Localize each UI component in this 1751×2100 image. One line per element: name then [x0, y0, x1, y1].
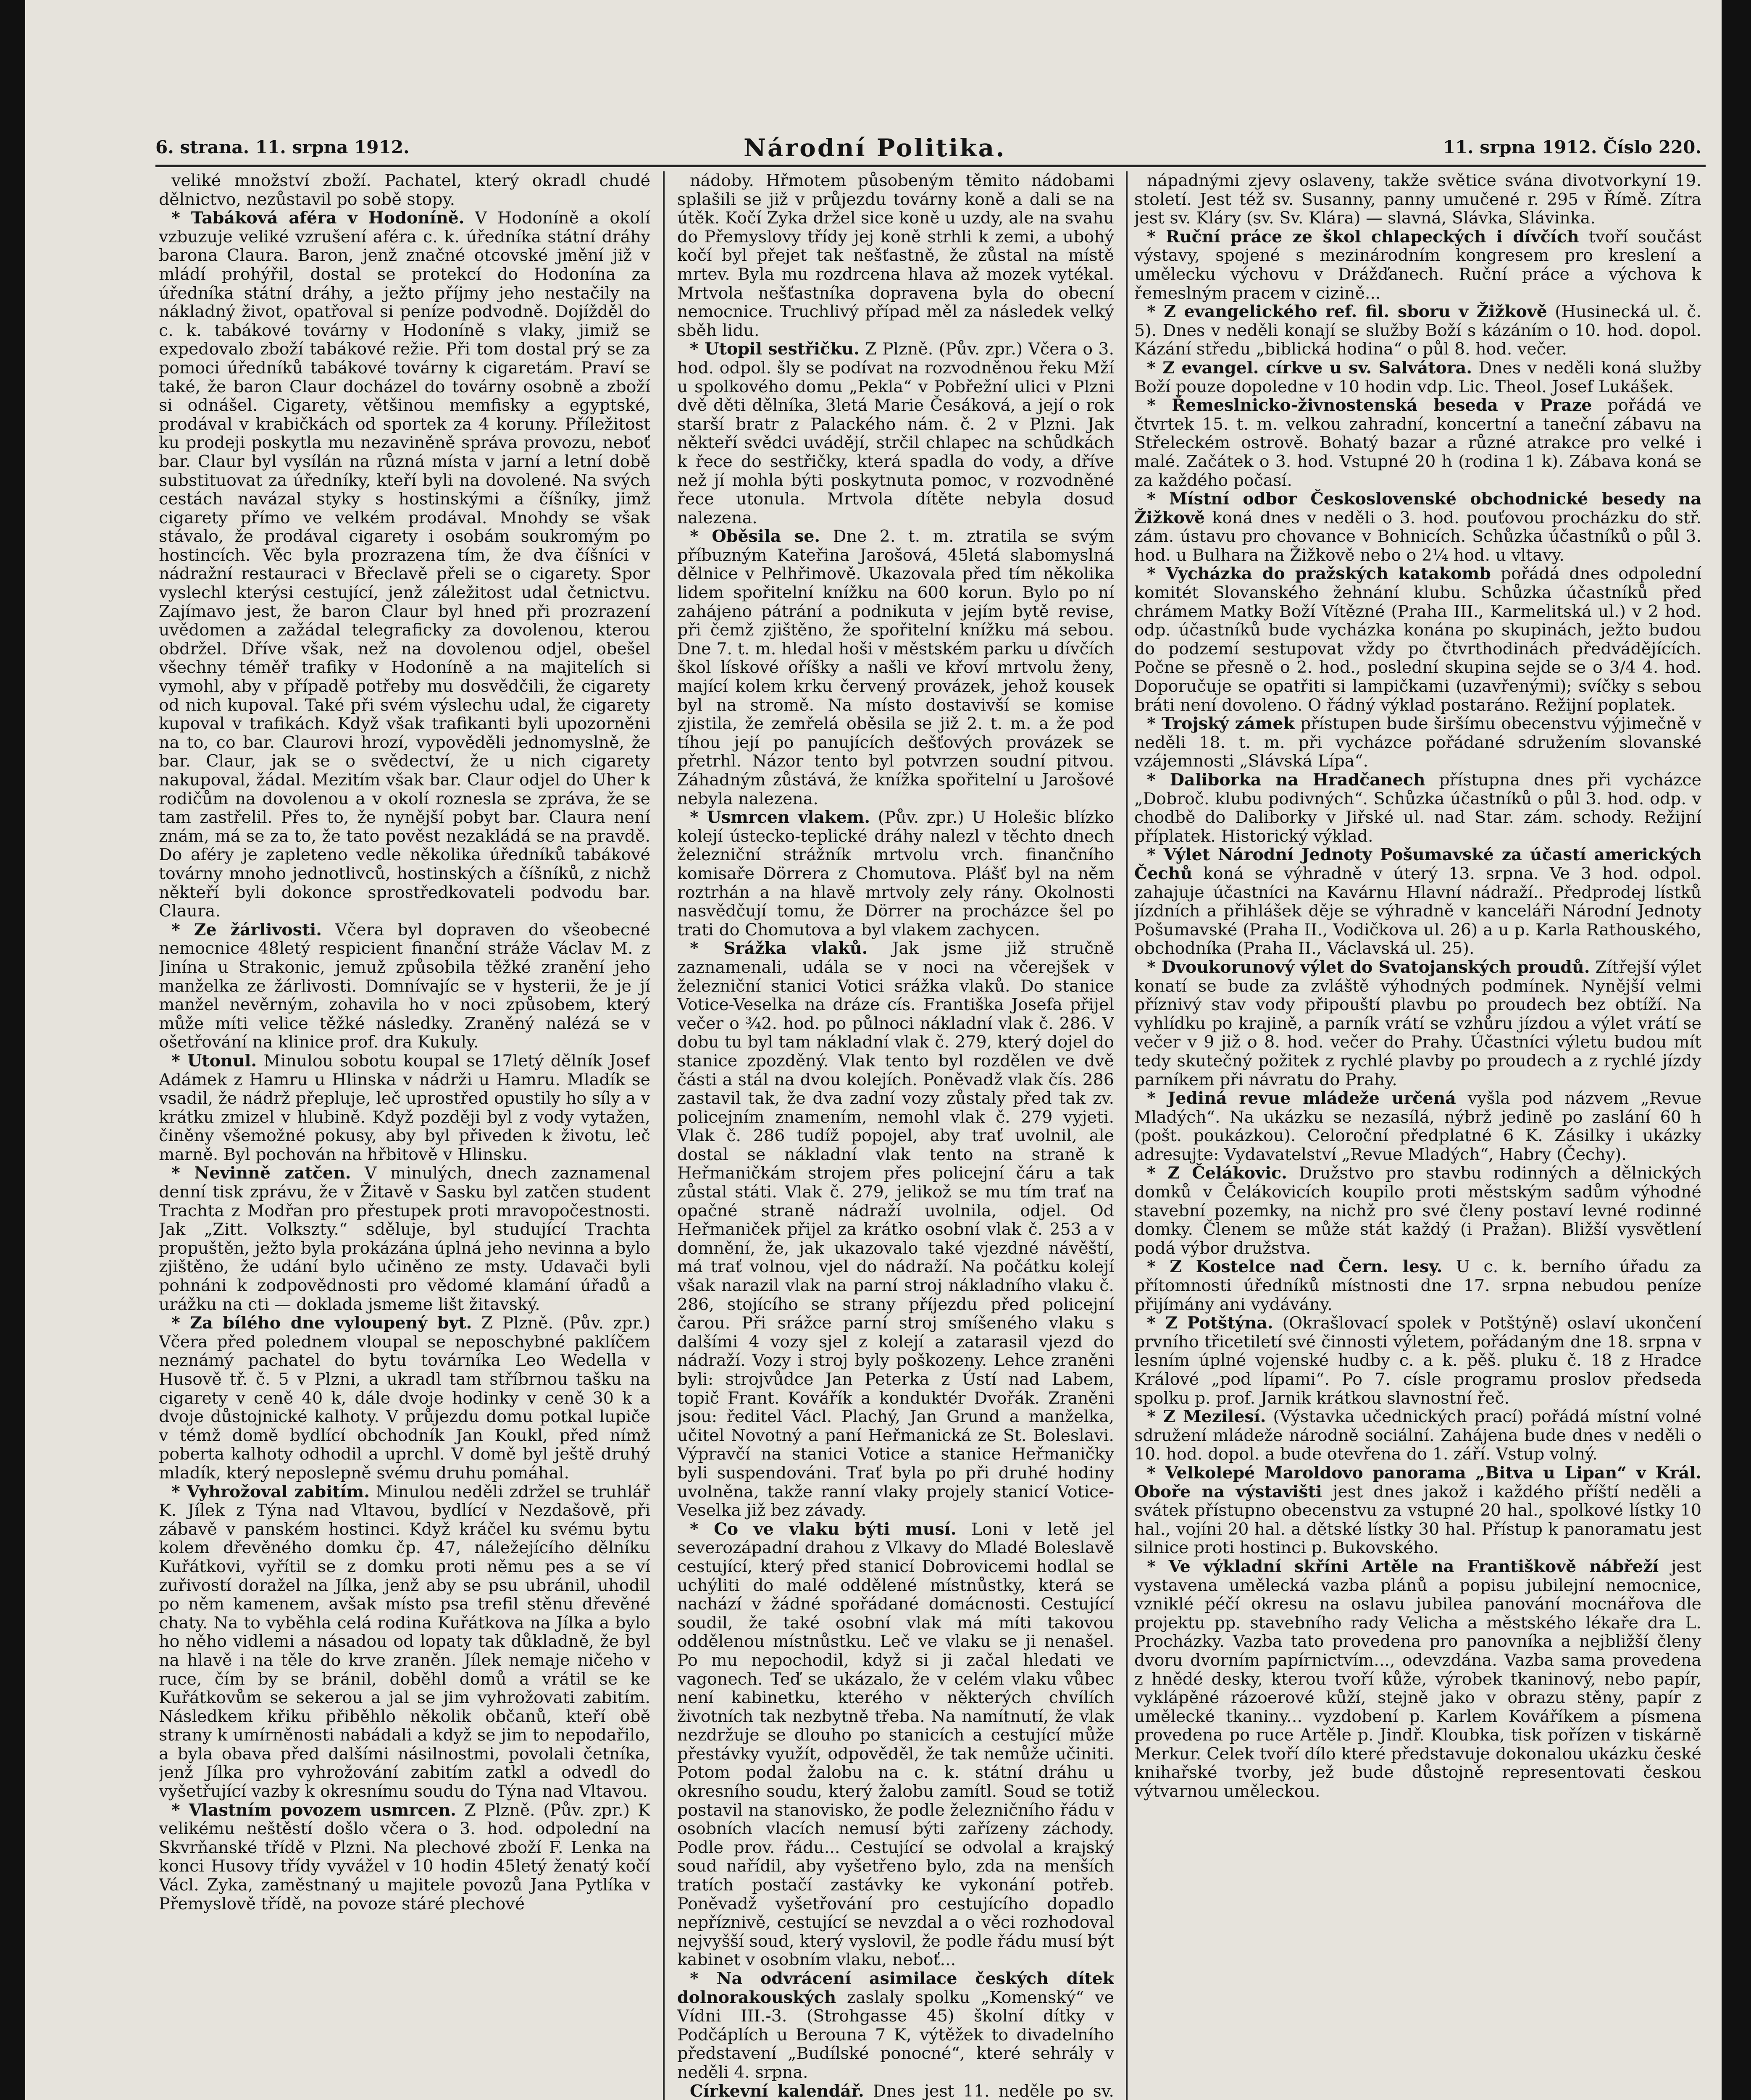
- article-paragraph: [1134, 564, 1701, 714]
- article-body: koná dnes v neděli o 3. hod. pouťovou procházku do stř. zám. ústavu pro chovance v Bohnicích. Schůzka účastníků o půl 3. hod. u Bulhara na Žižkově nebo o 2¼ hod. u vltavy.: [1134, 508, 1701, 565]
- article-headline: * Z evangelického ref. fil. sboru v Žižkově: [1147, 302, 1547, 322]
- article-body: jest vystavena umělecká vazba plánů a popisu jubilejní nemocnice, vzniklé péčí okresu na oslavu jubilea panování mocnářova dle projektu pp. stavebního rady Velicha a městského lékaře dra L. Procházky. Vazba tato provedena pro panovníka a nejbližší členy dvoru dvorním papírnictvím..., odevzdána. Vazba sama provedena z hnědé desky, kterou tvoří kůže, výrobek tkaninový, nebo papír, vyklápěné rázoerové kůží, stejně jako v obrazu stěny, papír z umělecké tkaniny... vyzdobení p. Karlem Kováříkem a písmena provedena po ruce Artěle p. Jindř. Kloubka, tisk pořízen v tiskárně Merkur. Celek tvoří dílo které představuje dokonalou ukázku české knihařské tvorby, jež bude důstojně representovati českou výtvarnou uměleckou.: [1134, 1557, 1701, 1801]
- article-body: (Husinecká ul. č. 5). Dnes v neděli konají se služby Boží s kázáním o 10. hod. dopol. Kázání středu „biblická hodina“ o půl 8. hod. večer.: [1134, 302, 1701, 359]
- article-paragraph: [159, 921, 650, 1052]
- article-body: Jak jsme již stručně zaznamenali, udála se v noci na včerejšek v železniční stanici Votici srážka vlaků. Do stanice Votice-Veselka na dráze cís. Františka Josefa přijel večer o ¾2. hod. po půlnoci nákladní vlak č. 286. V dobu tu byl tam nákladní vlak č. 279, který dojel do stanice zpozděný. Vlak tento byl rozdělen ve dvě části a stál na dvou kolejích. Poněvadž vlak čís. 286 zastavil tak, že dva zadní vozy zůstaly před tak zv. policejním znamením, nemohl vlak č. 279 vyjeti. Vlak č. 286 tudíž popojel, aby trať uvolnil, ale dostal se nákladní vlak tento na straně k Heřmaničkám strojem přes policejní čáru a tak zůstal státi. Vlak č. 279, jelikož se mu tím trať na opačné straně nádraží uvolnila, odjel. Od Heřmaniček přijel za krátko osobní vlak č. 253 a v domnění, že, jak ukazovalo také vjezdné návěští, má trať volnou, vjel do nádraží. Na počátku kolejí však narazil vlak na parní stroj nákladního vlaku č. 286, stojícího se strany příjezdu před policejní čarou. Při srážce parní stroj smíšeného vlaku s dalšími 4 vozy sjel z kolejí a zatarasil vjezd do nádraží. Vozy i stroj byly poškozeny. Lehce zraněni byli: strojvůdce Jan Peterka z Ústí nad Labem, topič Frant. Kovářík a konduktér Dvořák. Zraněni jsou: ředitel Václ. Plachý, Jan Grund a manželka, učitel Novotný a paní Heřmanická ze St. Boleslavi. Výpravčí na stanici Votice a stanice Heřmaničky byli suspendováni. Trať byla po při druhé hodiny uvolněna, takže ranní vlaky projely stanicí Votice-Veselka již bez závady.: [677, 939, 1114, 1520]
- article-paragraph: [159, 1052, 650, 1164]
- scan-edge-right: [1722, 0, 1751, 2100]
- article-headline: * Z Kostelce nad Čern. lesy.: [1147, 1257, 1443, 1277]
- article-paragraph: [159, 1483, 650, 1801]
- article-paragraph: [1134, 845, 1701, 958]
- article-headline: * Utopil sestřičku.: [690, 339, 860, 359]
- article-body: veliké množství zboží. Pachatel, který okradl chudé dělnictvo, nezůstavil po sobě stopy.: [159, 171, 650, 209]
- article-body: Z Plzně. (Pův. zpr.) Včera o 3. hod. odpol. šly se podívat na rozvodněnou řeku Mží u spolkového domu „Pekla“ v Pobřežní ulici v Plzni dvě děti dělníka, 3letá Marie Česáková, a její o rok starší bratr z Palackého nám. č. 2 v Plzni. Jak někteří svědci uvádějí, strčil chlapec na schůdkách k řece do sestřičky, která spadla do vody, a dříve než jí mohla býti poskytnuta pomoc, v rozvodněné řece utonula. Mrtvola dítěte nebyla dosud nalezena.: [677, 339, 1114, 528]
- article-body: přístupen bude širšímu obecenstvu výjimečně v neděli 18. t. m. při vycházce pořádané sdružením slovanské vzájemnosti „Slávská Lípa“.: [1134, 714, 1701, 771]
- article-headline: * Utonul.: [171, 1051, 257, 1071]
- article-paragraph: [677, 939, 1114, 1520]
- article-body: přístupna dnes při vycházce „Dobroč. klubu podivných“. Schůzka účastníků o půl 3. hod. odp. v chodbě do Daliborky v Jiřské ul. nad Star. zám. schody. Režijní příplatek. Historický výklad.: [1134, 770, 1701, 846]
- article-body: zaslaly spolku „Komenský“ ve Vídni III.-3. (Strohgasse 45) školní dítky v Podčáplích u Berouna 7 K, výtěžek to divadelního představení „Budílské ponocné“, které sehrály v neděli 4. srpna.: [677, 1987, 1114, 2082]
- article-headline: * Daliborka na Hradčanech: [1147, 770, 1425, 790]
- column-divider: [1126, 171, 1128, 2100]
- article-body: Dnes v neděli koná služby Boží pouze dopoledne v 10 hodin vdp. Lic. Theol. Josef Lukášek.: [1134, 358, 1701, 396]
- article-headline: * Z Čelákovic.: [1147, 1163, 1287, 1183]
- article-paragraph: [1134, 171, 1701, 228]
- article-paragraph: [159, 1314, 650, 1482]
- article-paragraph: [1134, 1557, 1701, 1801]
- article-paragraph: [1134, 490, 1701, 564]
- article-paragraph: [677, 1969, 1114, 2082]
- article-headline: * Jediná revue mládeže určená: [1147, 1089, 1456, 1108]
- article-paragraph: [677, 527, 1114, 808]
- article-paragraph: [677, 340, 1114, 527]
- article-headline: * Na odvrácení asimilace českých dítek dolnorakouských: [677, 1969, 1114, 2007]
- article-body: Dne 2. t. m. ztratila se svým příbuzným Kateřina Jarošová, 45letá slabomyslná dělnice v Pelhřimově. Ukazovala před tím několika lidem spořitelní knížku na 600 korun. Bylo po ní zahájeno pátrání a podnikuta v jejím bytě revise, při čemž zjištěno, že spořitelní knížku má sebou. Dne 7. t. m. hledal hoši v městském parku u dívčích škol lískové oříšky a našli ve křoví mrtvolu ženy, mající kolem krku červený provázek, jehož kousek byl na stromě. Na místo dostavivší se komise zjistila, že zemřelá oběsila se již 2. t. m. a že pod tíhou její po panujících dešťových provázek se přetrhl. Názor tento byl potvrzen soudní pitvou. Záhadným zůstává, že knížka spořitelní u Jarošové nebyla nalezena.: [677, 527, 1114, 808]
- article-body: nádoby. Hřmotem působeným těmito nádobami splašili se již v průjezdu továrny koně a dali se na útěk. Kočí Zyka držel sice koně u uzdy, ale na svahu do Přemyslovy třídy jej koně strhli k zemi, a ubohý kočí byl přejet tak nešťastně, že zůstal na místě mrtev. Byla mu rozdrcena hlava až mozek vytékal. Mrtvola nešťastníka dopravena byla do obecní nemocnice. Truchlivý případ měl za následek velký sběh lidu.: [677, 171, 1114, 340]
- article-body: jest dnes jakož i každého příští neděli a svátek přístupno obecenstvu za vstupné 20 hal., spolkové lístky 10 hal., vojíni 20 hal. a dětské lístky 30 hal. Přístup k panoramatu jest silnice proti hostinci p. Bukovského.: [1134, 1482, 1701, 1558]
- article-headline: * Co ve vlaku býti musí.: [690, 1519, 957, 1539]
- article-body: (Výstavka učednických prací) pořádá místní volné sdružení mládeže národně sociální. Zahájena bude dnes v neděli o 10. hod. dopol. a bude otevřena do 1. září. Vstup volný.: [1134, 1407, 1701, 1464]
- header-issue-number: 11. srpna 1912. Číslo 220.: [1443, 137, 1701, 158]
- article-headline: * Ze žárlivosti.: [171, 920, 322, 940]
- article-paragraph: [1134, 714, 1701, 771]
- article-paragraph: [1134, 359, 1701, 396]
- article-column-2: [677, 171, 1114, 2100]
- article-body: Z Plzně. (Pův. zpr.) Včera před polednem vloupal se neposchybné paklíčem neznámý pachatel do bytu továrníka Leo Wedella v Husově tř. č. 5 v Plzni, a ukradl tam stříbrnou tašku na cigarety v ceně 40 k, dále dvoje hodinky v ceně 30 k a dvoje důstojnické kalhoty. V průjezdu domu potkal lupiče v témž domě bydlící obchodník Jan Koukl, před nímž poberta kalhoty odhodil a uprchl. V domě byl ještě druhý mladík, který neposlepně svému druhu pomáhal.: [159, 1313, 650, 1483]
- article-headline: * Oběsila se.: [690, 527, 820, 546]
- article-headline: * Tabáková aféra v Hodoníně.: [171, 208, 465, 228]
- article-paragraph: [1134, 1407, 1701, 1464]
- article-headline: * Velkolepé Maroldovo panorama „Bitva u Lipan“ v Král. Oboře na výstavišti: [1134, 1463, 1701, 1502]
- article-headline: * Trojský zámek: [1147, 714, 1295, 734]
- page-header: [155, 134, 1701, 163]
- article-paragraph: [677, 1520, 1114, 1969]
- article-headline: * Za bílého dne vyloupený byt.: [171, 1313, 472, 1333]
- article-paragraph: [159, 171, 650, 209]
- article-headline: * Srážka vlaků.: [690, 939, 868, 958]
- article-body: (Okrašlovací spolek v Potštýně) oslaví ukončení prvního třicetiletí své činnosti výletem, pořádaným dne 18. srpna v lesním úplné vojenské hudby c. a k. pěš. pluku č. 18 z Hradce Králové „pod lípami“. Po 7. císle programu proslov předseda spolku p. prof. Jarnik krátkou slavnostní řeč.: [1134, 1313, 1701, 1408]
- article-paragraph: [1134, 1257, 1701, 1314]
- article-body: Včera byl dopraven do všeobecné nemocnice 48letý respicient finanční stráže Václav M. z Jinína u Strakonic, jemuž způsobila těžké zranění jeho manželka ze žárlivosti. Domnívajíc se v hysterii, že je jí manžel nevěrným, zohavila ho v noci způsobem, který může míti velice těžké následky. Zraněný nalézá se v ošetřování na klinice prof. dra Kukuly.: [159, 920, 650, 1052]
- column-divider: [663, 171, 665, 2100]
- article-headline: * Výlet Národní Jednoty Pošumavské za účastí amerických Čechů: [1134, 845, 1701, 883]
- article-body: Loni v letě jel severozápadní drahou z Vlkavy do Mladé Boleslavě cestující, který před stanicí Dobrovicemi hodlal se uchýliti do malé oddělené místnůstky, která se nachází v žádné spořádané domácnosti. Cestující soudil, že také osobní vlak má míti takovou oddělenou místnůstku. Leč ve vlaku se ji nenašel. Po mu nepochodil, když si ji začal hledati ve vagonech. Teď se ukázalo, že v celém vlaku vůbec není kabinetku, kterého v některých chvílích životních tak nezbytně třeba. Na namítnutí, že vlak nezdržuje se dlouho po stanicích a cestující může přestávky využít, odpověděl, že tak nemůže učiniti. Potom podal žalobu na c. k. státní dráhu u okresního soudu, který žalobu zamítl. Soud se totiž postavil na stanovisko, že podle železničního řádu v osobních vlacích nemusí býti zařízeny záchody. Podle prov. řádu... Cestující se odvolal a krajský soud nařídil, aby vyšetřeno bylo, zda na menších tratích postačí zastávky ke vykonání potřeb. Poněvadž vyšetřování pro cestujícího dopadlo nepříznivě, cestující se nevzdal a o věci rozhodoval nejvyšší soud, který vyslovil, že podle řádu musí být kabinet v osobním vlaku, neboť...: [677, 1519, 1114, 1970]
- article-paragraph: [1134, 302, 1701, 359]
- article-paragraph: [1134, 1089, 1701, 1164]
- article-paragraph: [1134, 1464, 1701, 1557]
- article-body: nápadnými zjevy oslaveny, takže světice svána divotvorkyní 19. století. Jest též sv. Susanny, panny umučené r. 295 v Římě. Zítra jest sv. Kláry (sv. Sv. Klára) — slavná, Slávka, Slávinka.: [1134, 171, 1701, 228]
- article-column-1: [159, 171, 650, 2100]
- article-paragraph: [1134, 1314, 1701, 1407]
- article-body: Minulou sobotu koupal se 17letý dělník Josef Adámek z Hamru u Hlinska v nádrži u Hamru. Mladík se vsadil, že nádrž přepluje, leč uprostřed opustily ho síly a v krátku zmizel v hlubině. Když později byl z vody vytažen, činěny všemožné pokusy, aby byl přiveden k životu, leč marně. Byl pochován na hřbitově v Hlinsku.: [159, 1051, 650, 1164]
- article-body: Minulou neděli zdržel se truhlář K. Jílek z Týna nad Vltavou, bydlící v Nezdašově, při zábavě v panském hostinci. Když kráčel ku svému bytu kolem dřevěného domku čp. 47, náležejícího dělníku Kuřátkovi, vyřítil se z domku proti němu pes a se ví zuřivostí doražel na Jílka, jenž aby se psu ubránil, uhodil po něm kamenem, avšak místo psa trefil stěnu dřevěné chaty. Na to vyběhla celá rodina Kuřátkova na Jílka a bylo ho něho vidlemi a násadou od lopaty tak důkladně, že byl na hlavě i na těle do krve zraněn. Jílek nemaje ničeho v ruce, čím by se bránil, doběhl domů a vrátil se ke Kuřátkovům se sekerou a jal se jim vyhrožovati zabitím. Následkem křiku přiběhlo několik občanů, kteří obě strany k umírněnosti nabádali a když se jim to nepodařilo, a byla obava před dalšími násilnostmi, povolali četníka, jenž Jílka pro vyhrožování zabitím zatkl a odvedl do vyšetřující vazby k okresnímu soudu do Týna nad Vltavou.: [159, 1482, 650, 1801]
- scan-edge-left: [0, 0, 25, 2100]
- article-body: V minulých, dnech zaznamenal denní tisk zprávu, že v Žitavě v Sasku byl zatčen student Trachta z Modřan pro přestupek proti mravopočestnosti. Jak „Zitt. Volkszty.“ sděluje, byl studující Trachta propuštěn, ježto byla prokázána úplná jeho nevinna a bylo zjištěno, že udání bylo učiněno ze msty. Udavači byli pohnáni k zodpovědnosti pro vědomé klamání úřadů a urážku na cti — doklada jsmeme lišt žitavský.: [159, 1163, 650, 1314]
- article-headline: * Dvoukorunový výlet do Svatojanských proudů.: [1147, 957, 1590, 977]
- article-headline: * Místní odbor Československé obchodnické besedy na Žižkově: [1134, 489, 1701, 528]
- article-paragraph: [159, 209, 650, 921]
- article-paragraph: [1134, 958, 1701, 1089]
- article-paragraph: [1134, 228, 1701, 302]
- article-headline: * Vlastním povozem usmrcen.: [171, 1800, 456, 1820]
- article-body: tvoří součást výstavy, spojené s mezinárodním kongresem pro kreslení a umělecku výchovu v Drážďanech. Ruční práce a výchova k řemeslným pracem v cizině...: [1134, 227, 1701, 303]
- article-body: Zítřejší výlet konatí se bude za zvláště výhodných podmínek. Nynější velmi příznivý stav vody připouští plavbu po proudech bez obtíží. Na vyhlídku po krajině, a parník vrátí se vzhůru jízdou a výlet vrátí se večer v 9 již o 8. hod. večer do Prahy. Účastníci výletu budou mít tedy skutečný požitek z rychlé plavby po proudech a z rychlé jízdy parníkem při návratu do Prahy.: [1134, 957, 1701, 1089]
- article-paragraph: [1134, 771, 1701, 845]
- article-body: pořádá ve čtvrtek 15. t. m. velkou zahradní, koncertní a taneční zábavu na Střeleckém ostrově. Bohatý bazar a různé atrakce pro velké i malé. Začátek o 3. hod. Vstupné 20 h (rodina 1 k). Zábava koná se za každého počasí.: [1134, 396, 1701, 490]
- article-paragraph: [677, 2082, 1114, 2100]
- article-body: koná se výhradně v úterý 13. srpna. Ve 3 hod. odpol. zahajuje účastníci na Kavárnu Hlavní nádraží.. Předprodej lístků jízdních a přihlášek děje se výhradně v kanceláři Národní Jednoty Pošumavské (Praha II., Vodičkova ul. 26) a u p. Karla Rathouského, obchodníka (Praha II., Václavská ul. 25).: [1134, 864, 1701, 958]
- article-body: (Pův. zpr.) U Holešic blízko kolejí ústecko-teplické dráhy nalezl v těchto dnech železniční strážník mrtvolu vrch. finančního komisaře Dörrera z Chomutova. Plášť byl na něm roztrhán a na hlavě mrtvoly zely rány. Okolnosti nasvědčují tomu, že Dörrer na procházce šel po trati do Chomutova a byl vlakem zachycen.: [677, 808, 1114, 940]
- article-body: Dnes jest 11. neděle po sv.: [873, 2081, 1114, 2100]
- article-headline: * Ruční práce ze škol chlapeckých i dívčích: [1147, 227, 1579, 247]
- article-paragraph: [1134, 1164, 1701, 1257]
- article-headline: * Vycházka do pražských katakomb: [1147, 564, 1491, 584]
- article-paragraph: [159, 1164, 650, 1314]
- article-body: V Hodoníně a okolí vzbuzuje veliké vzrušení aféra c. k. úředníka státní dráhy barona Claura. Baron, jenž značné otcovské jmění již v mládí prohýřil, dostal se protekcí do Hodonína za úředníka státní dráhy, a ježto příjmy jeho nestačily na nákladný život, opatřoval si peníze podvodně. Dojížděl do c. k. tabákové továrny v Hodoníně s vlaky, jimiž se expedovalo zboží tabákové režie. Při tom dostal prý se za pomoci úředníků tabákové továrny k cigaretám. Praví se také, že baron Claur docházel do továrny osobně a zboží si odnášel. Cigarety, většinou memfisky a egyptské, prodával v krabičkách od sportek za 4 koruny. Příležitost ku prodeji poskytla mu nezaviněně správa provozu, neboť bar. Claur byl vysílán na různá místa v jarní a letní době substituovat za úředníky, kteří byli na dovolené. Na svých cestách navázal styky s hostinskými a číšníky, jimž cigarety přímo ve velkém prodával. Mnohdy se však stávalo, že prodával cigarety i osobám soukromým po hostincích. Věc byla prozrazena tím, že dva číšníci v nádražní restauraci v Břeclavě přeli se o cigarety. Spor vyslechl kterýsi cestující, jenž záležitost udal četnictvu. Zajímavo jest, že baron Claur byl hned při prozrazení uvědomen a zažádal telegraficky za dovolenou, kterou obdržel. Dříve však, než na dovolenou odjel, obešel všechny téměř trafiky v Hodoníně a na majitelích si vymohl, aby v případě potřeby mu dosvědčili, že cigarety od nich kupoval. Také při svém výslechu udal, že cigarety kupoval v trafikách. Když však trafikanti byli upozorněni na to, co bar. Claurovi hrozí, vypověděli jednomyslně, že bar. Claur, jak se o svědectví, že u nich cigarety nakupoval, žádal. Mezitím však bar. Claur odjel do Uher k rodičům na dovolenou a v okolí roznesla se zpráva, že se tam zastřelil. Přes to, že nynější pobyt bar. Claura není znám, má se za to, že tato pověst nezakládá se na pravdě. Do aféry je zapleteno vedle několika úředníků tabákové továrny mnoho jednotlivců, hostinských a číšníků, z nichž někteří byli dokonce sprostředkovateli podvodu bar. Claura.: [159, 208, 650, 921]
- article-headline: * Vyhrožoval zabitím.: [171, 1482, 370, 1502]
- header-page-date: 6. strana. 11. srpna 1912.: [155, 137, 410, 158]
- article-body: Družstvo pro stavbu rodinných a dělnických domků v Čelákovicích koupilo proti městským sadům výhodné stavební pozemky, na nichž pro své členy postaví levné rodinné domky. Členem se může stát každý (i Pražan). Bližší vysvětlení podá výbor družstva.: [1134, 1163, 1701, 1258]
- article-body: Z Plzně. (Pův. zpr.) K velikému neštěstí došlo včera o 3. hod. odpolední na Skvrňanské třídě v Plzni. Na plechové zboží F. Lenka na konci Husovy třídy vyvážel v 10 hodin 45letý ženatý kočí Václ. Zyka, zaměstnaný u majitele povozů Jana Pytlíka v Přemyslově třídě, na povoze stáré plechové: [159, 1800, 650, 1914]
- article-headline: * Z Mezilesí.: [1147, 1407, 1266, 1427]
- article-body: vyšla pod názvem „Revue Mladých“. Na ukázku se nezasílá, nýbrž jedině po zaslání 60 h (pošt. poukázkou). Celoroční předplatné 6 K. Zásilky i ukázky adresujte: Vydavatelství „Revue Mladých“, Habry (Čechy).: [1134, 1089, 1701, 1164]
- article-headline: * Ve výkladní skříni Artěle na Františkově nábřeží: [1147, 1557, 1659, 1576]
- article-paragraph: [677, 808, 1114, 939]
- article-column-3: [1134, 171, 1701, 2100]
- article-headline: * Z Potštýna.: [1147, 1313, 1273, 1333]
- article-paragraph: [1134, 396, 1701, 490]
- article-headline: Církevní kalendář.: [690, 2081, 864, 2100]
- header-rule: [155, 165, 1706, 167]
- article-headline: * Usmrcen vlakem.: [690, 808, 870, 827]
- article-paragraph: [677, 171, 1114, 340]
- article-paragraph: [159, 1801, 650, 1914]
- article-headline: * Z evangel. církve u sv. Salvátora.: [1147, 358, 1472, 378]
- article-body: pořádá dnes odpolední komitét Slovanského žehnání klubu. Schůzka účastníků před chrámem Matky Boží Vítězné (Praha III., Karmelitská ul.) v 2 hod. odp. účastníků bude vycházka konána po skupinách, ježto budou do podzemí sestupovat vždy po čtvrthodinách předvádějících. Počne se přesně o 2. hod., poslední skupina sejde se o 3/4 4. hod. Doporučuje se opatřiti si lampičkami (uzavřenými); svíčky s sebou bráti není dovoleno. O řádný výklad postaráno. Režijní poplatek.: [1134, 564, 1701, 715]
- article-body: U c. k. berního úřadu za přítomnosti úředníků místnosti dne 17. srpna nebudou peníze přijímány ani vydávány.: [1134, 1257, 1701, 1314]
- article-headline: * Řemeslnicko-živnostenská beseda v Praze: [1147, 396, 1592, 415]
- article-headline: * Nevinně zatčen.: [171, 1163, 351, 1183]
- masthead-title: Národní Politika.: [744, 134, 1006, 162]
